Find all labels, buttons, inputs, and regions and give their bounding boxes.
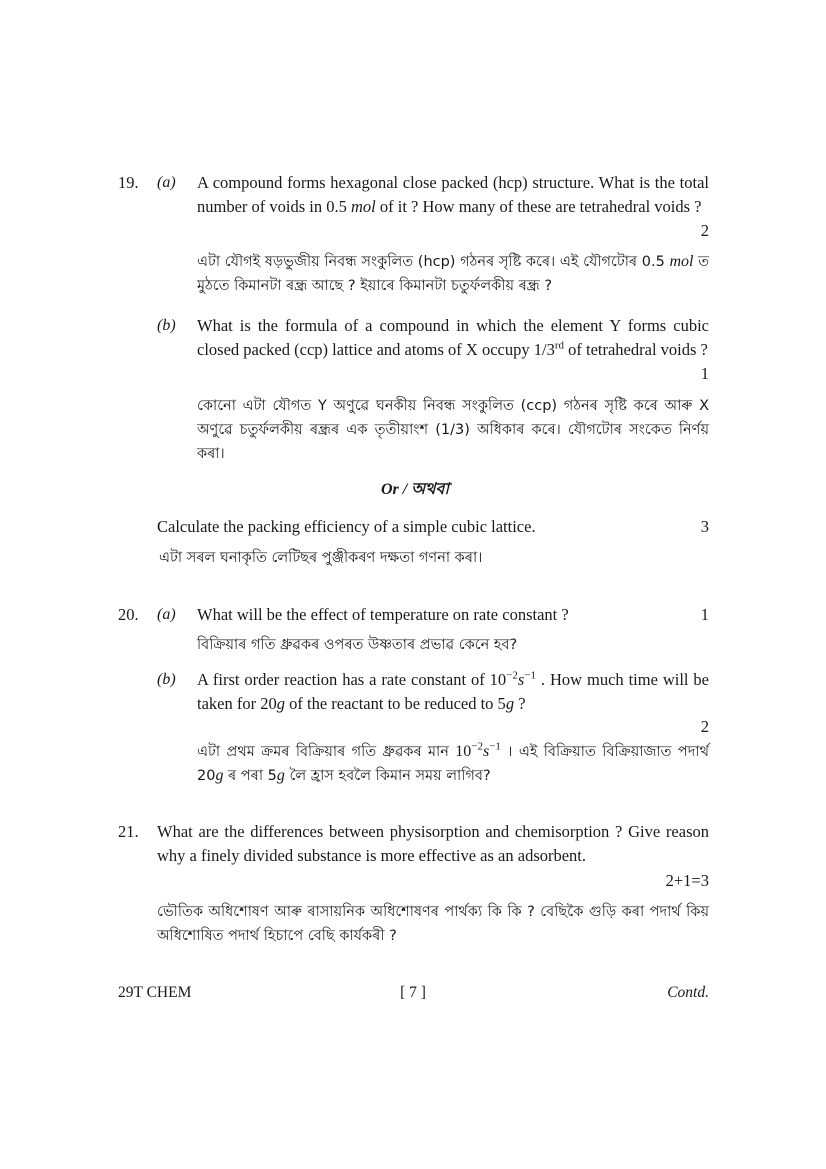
subpart-label: (a) [157, 606, 176, 623]
question-text: What are the differences between physisorption and chemisorption ? Give reason why a finely divided substance is more effective as an adsorbent. [157, 822, 709, 865]
subpart-label: (b) [157, 671, 176, 688]
question-number: 19. [118, 173, 139, 192]
question-text-assamese: এটা প্ৰথম ক্ৰমৰ বিক্ৰিয়াৰ গতি ধ্ৰুৱকৰ মান $10^{-2}s^{-1}$ । এই বিক্ৰিয়াত বিক্ৰিয়াজাত পদাৰ্থ 20g ৰ পৰা 5g লৈ হ্ৰাস হবলৈ কিমান সময় লাগিব? [197, 740, 709, 784]
question-text-assamese: এটা সৰল ঘনাকৃতি লেটিছৰ পুঞ্জীকৰণ দক্ষতা গণনা কৰা। [159, 550, 483, 566]
rate-constant: $10^{-2}s^{-1}$ [489, 669, 536, 689]
continued-label: Contd. [667, 984, 709, 1001]
marks: 2 [700, 717, 709, 736]
question-text-assamese: ভৌতিক অধিশোষণ আৰু ৰাসায়নিক অধিশোষণৰ পাৰ্থক্য কি কি ? বেছিকৈ গুড়ি কৰা পদাৰ্থ কিয় অধিশোষিত পদাৰ্থ হিচাপে বেছি কাৰ্যকৰী ? [157, 904, 709, 944]
question-number: 20. [118, 605, 139, 624]
question-number: 21. [118, 822, 139, 841]
or-separator: Or / অথবা [381, 481, 449, 498]
marks: 2+1=3 [665, 871, 709, 890]
question-text: A first order reaction has a rate constant of $10^{-2}s^{-1}$ . How much time will be taken for 20g of the reactant to be reduced to 5g ? [197, 669, 709, 713]
question-text: What will be the effect of temperature on rate constant ? [197, 605, 569, 624]
question-text: What is the formula of a compound in which the element Y forms cubic closed packed (ccp) lattice and atoms of X occupy 1/3rd of tetrahedral voids ? [197, 316, 709, 359]
marks: 2 [700, 221, 709, 240]
marks: 1 [700, 605, 709, 624]
subpart-label: (b) [157, 317, 176, 334]
paper-code: 29T CHEM [118, 984, 192, 1001]
rate-constant: $10^{-2}s^{-1}$ [455, 740, 501, 760]
question-text-assamese: এটা যৌগই ষড়ভুজীয় নিবন্ধ সংকুলিত (hcp) গঠনৰ সৃষ্টি কৰে। এই যৌগটোৰ 0.5 mol ত মুঠতে কিমানটা ৰন্ধ্ৰ আছে ? ইয়াৰে কিমানটা চতুৰ্ফলকীয় ৰন্ধ্ৰ ? [197, 253, 709, 294]
marks: 3 [700, 517, 709, 536]
question-text: A compound forms hexagonal close packed (hcp) structure. What is the total number of voids in 0.5 mol of it ? How many of these are tetrahedral voids ? [197, 173, 709, 216]
page-number: [ 7 ] [400, 984, 426, 1001]
question-text-assamese: বিক্ৰিয়াৰ গতি ধ্ৰুৱকৰ ওপৰত উষ্ণতাৰ প্ৰভাৱ কেনে হব? [197, 637, 518, 653]
question-text-assamese: কোনো এটা যৌগত Y অণুৱে ঘনকীয় নিবন্ধ সংকুলিত (ccp) গঠনৰ সৃষ্টি কৰে আৰু X অণুৱে চতুৰ্ফলকীয় ৰন্ধ্ৰৰ এক তৃতীয়াংশ (1/3) অধিকাৰ কৰে। যৌগটোৰ সংকেত নিৰ্ণয় কৰা। [197, 398, 709, 462]
question-text: Calculate the packing efficiency of a simple cubic lattice. [157, 517, 536, 536]
marks: 1 [700, 364, 709, 383]
subpart-label: (a) [157, 174, 176, 191]
